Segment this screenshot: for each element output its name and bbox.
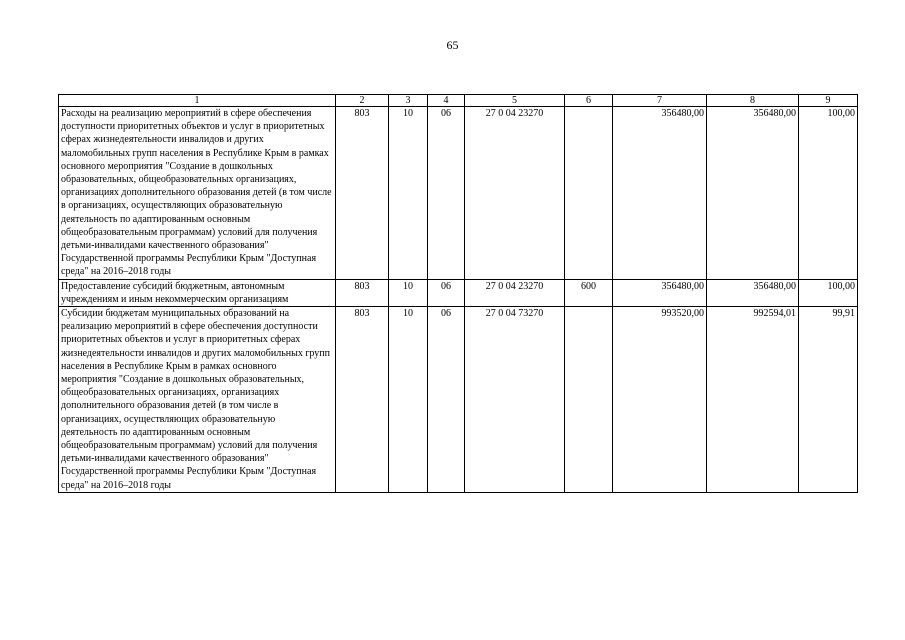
cell-percent: 99,91 — [799, 307, 858, 493]
cell-ministry-code: 803 — [336, 279, 389, 306]
cell-subsection: 06 — [428, 107, 465, 280]
column-header: 1 — [59, 95, 336, 107]
cell-target-article: 27 0 04 23270 — [465, 107, 565, 280]
cell-amount-executed: 356480,00 — [707, 107, 799, 280]
cell-ministry-code: 803 — [336, 307, 389, 493]
cell-amount-planned: 993520,00 — [613, 307, 707, 493]
cell-amount-executed: 992594,01 — [707, 307, 799, 493]
cell-amount-planned: 356480,00 — [613, 279, 707, 306]
cell-amount-executed: 356480,00 — [707, 279, 799, 306]
row-description: Субсидии бюджетам муниципальных образований на реализацию мероприятий в сфере обеспечения доступности приоритетных объектов и услуг в приоритетных сферах жизнедеятельности инвалидов и других маломобильных групп населения в Республике Крым в рамках основного мероприятия "Создание в дошкольных образовательных, общеобразовательных организациях, организациях дополнительного образования детей (в том числе в организациях, осуществляющих образовательную деятельность по адаптированным основным общеобразовательным программам) условий для получения детьми-инвалидами качественного образования" Государственной программы Республики Крым "Доступная среда" на 2016–2018 годы — [59, 307, 336, 493]
cell-target-article: 27 0 04 73270 — [465, 307, 565, 493]
table-row — [59, 279, 858, 306]
row-description: Расходы на реализацию мероприятий в сфере обеспечения доступности приоритетных объектов и услуг в приоритетных сферах жизнедеятельности инвалидов и других маломобильных групп населения в Республике Крым в рамках основного мероприятия "Создание в дошкольных образовательных, общеобразовательных организациях, организациях дополнительного образования детей (в том числе в организациях, осуществляющих образовательную деятельность по адаптированным основным общеобразовательным программам) условий для получения детьми-инвалидами качественного образования" Государственной программы Республики Крым "Доступная среда" на 2016–2018 годы — [59, 107, 336, 280]
table-row — [59, 107, 858, 280]
cell-section: 10 — [389, 107, 428, 280]
column-header: 3 — [389, 95, 428, 107]
cell-amount-planned: 356480,00 — [613, 107, 707, 280]
cell-ministry-code: 803 — [336, 107, 389, 280]
column-header: 5 — [465, 95, 565, 107]
cell-target-article: 27 0 04 23270 — [465, 279, 565, 306]
page-number: 65 — [446, 38, 459, 52]
cell-percent: 100,00 — [799, 107, 858, 280]
cell-expense-type: 600 — [565, 279, 613, 306]
cell-expense-type — [565, 307, 613, 493]
cell-section: 10 — [389, 279, 428, 306]
column-header: 8 — [707, 95, 799, 107]
column-header: 9 — [799, 95, 858, 107]
budget-table — [58, 94, 858, 493]
cell-expense-type — [565, 107, 613, 280]
column-header: 6 — [565, 95, 613, 107]
cell-subsection: 06 — [428, 307, 465, 493]
cell-subsection: 06 — [428, 279, 465, 306]
column-header: 2 — [336, 95, 389, 107]
column-header: 4 — [428, 95, 465, 107]
cell-percent: 100,00 — [799, 279, 858, 306]
table-header-row — [59, 95, 858, 107]
cell-section: 10 — [389, 307, 428, 493]
table-row — [59, 307, 858, 493]
row-description: Предоставление субсидий бюджетным, автономным учреждениям и иным некоммерческим организациям — [59, 279, 336, 306]
column-header: 7 — [613, 95, 707, 107]
